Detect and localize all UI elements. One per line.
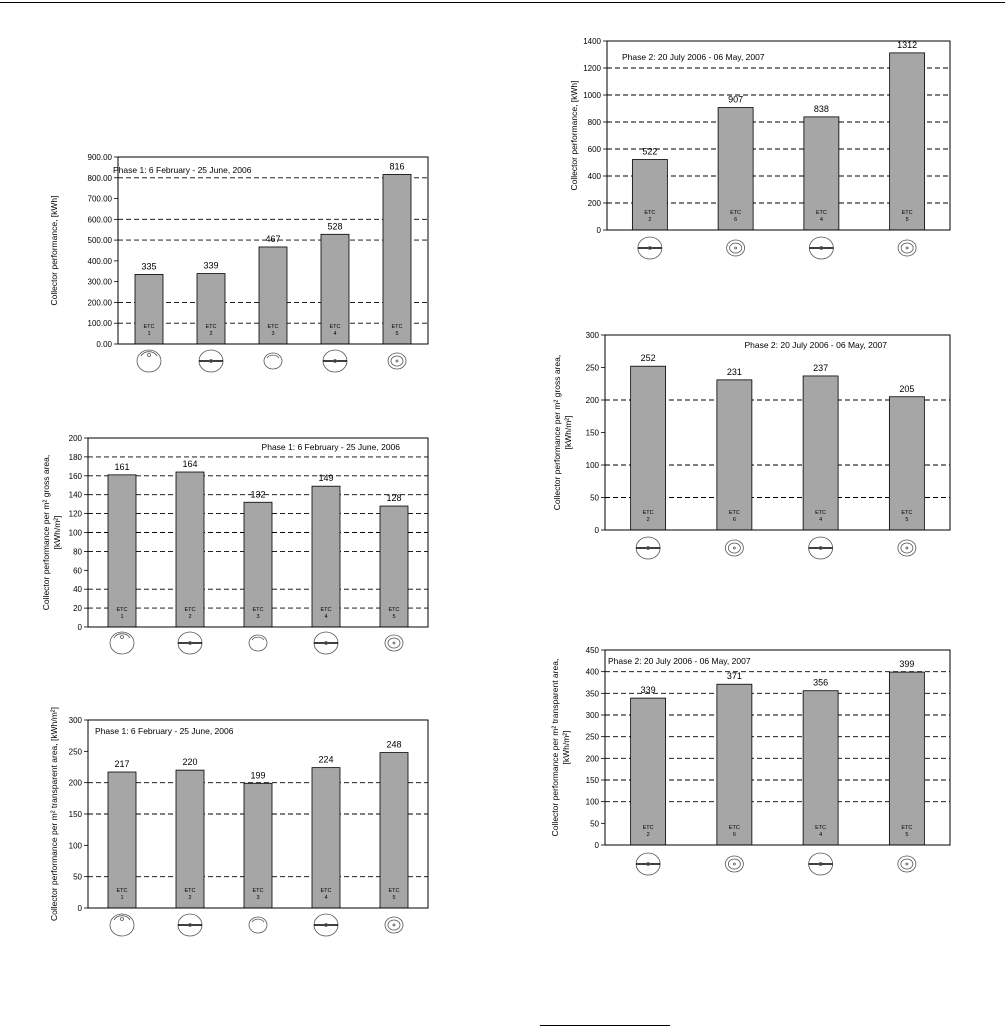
bar-category-label: ETC xyxy=(320,607,332,613)
bar xyxy=(631,698,666,845)
y-axis-label: Collector performance per m² gross area, xyxy=(552,354,562,511)
bar-category-label: ETC xyxy=(644,210,656,216)
bar-category-label: 1 xyxy=(147,331,151,337)
bar-category-label: 5 xyxy=(905,832,909,838)
bar-value-label: 399 xyxy=(899,659,915,670)
bar-value-label: 528 xyxy=(327,221,343,232)
chart-title: Phase 1: 6 February - 25 June, 2006 xyxy=(95,726,234,736)
bar-value-label: 224 xyxy=(318,754,334,765)
y-tick-label: 140 xyxy=(68,490,82,500)
y-tick-label: 100.00 xyxy=(87,319,112,329)
bar-value-label: 164 xyxy=(182,459,198,470)
collector-double-ring-icon xyxy=(898,856,916,872)
y-tick-label: 900.00 xyxy=(87,153,112,162)
bar-category-label: ETC xyxy=(728,825,740,831)
bar-category-label: 5 xyxy=(905,517,909,523)
y-tick-label: 150 xyxy=(585,428,599,438)
bar-category-label: ETC xyxy=(388,888,400,894)
y-tick-label: 80 xyxy=(73,547,82,557)
collector-bar-icon xyxy=(636,853,660,875)
bar-category-label: 4 xyxy=(819,217,823,223)
bar xyxy=(889,672,924,845)
collector-bar-icon xyxy=(809,853,833,875)
bar-category-label: ETC xyxy=(252,607,264,613)
bar-category-label: 4 xyxy=(333,331,337,337)
bar-category-label: ETC xyxy=(267,324,279,330)
bar-value-label: 339 xyxy=(640,685,656,696)
y-tick-label: 250 xyxy=(585,363,599,373)
bar-category-label: ETC xyxy=(730,210,742,216)
bar-value-label: 237 xyxy=(813,362,829,373)
bar-value-label: 907 xyxy=(728,94,744,105)
y-tick-label: 60 xyxy=(73,566,82,576)
bar-category-label: 5 xyxy=(395,331,399,337)
bar-value-label: 335 xyxy=(141,261,157,272)
y-tick-label: 0 xyxy=(77,623,82,632)
bar-category-label: ETC xyxy=(728,510,740,516)
bar xyxy=(803,691,838,845)
bar-value-label: 128 xyxy=(386,493,402,504)
bar-category-label: ETC xyxy=(815,210,827,216)
y-tick-label: 100 xyxy=(585,797,599,807)
bar-category-label: 6 xyxy=(732,832,736,838)
y-tick-label: 100 xyxy=(585,461,599,470)
bar-category-label: 4 xyxy=(819,832,823,838)
y-axis-label: Collector performance, [kWh] xyxy=(49,195,59,306)
bar-category-label: ETC xyxy=(143,324,155,330)
bar-category-label: 2 xyxy=(646,517,650,523)
bar-category-label: ETC xyxy=(184,607,196,613)
y-tick-label: 200 xyxy=(585,396,599,405)
bar-value-label: 838 xyxy=(813,103,829,114)
bar-value-label: 252 xyxy=(640,353,656,364)
bar-value-label: 149 xyxy=(318,473,334,484)
bar-value-label: 248 xyxy=(386,739,402,750)
bar-category-label: 4 xyxy=(324,895,328,901)
bar-category-label: ETC xyxy=(388,607,400,613)
bar-category-label: 3 xyxy=(256,614,260,620)
footnote-rule xyxy=(540,1025,670,1026)
bar-value-label: 522 xyxy=(642,146,658,157)
bar-category-label: 1 xyxy=(120,614,124,620)
y-axis-label: [kWh/m²] xyxy=(563,415,573,450)
bar-category-label: 4 xyxy=(324,614,328,620)
bar-category-label: 2 xyxy=(188,614,192,620)
y-tick-label: 0 xyxy=(77,904,82,913)
chart-title: Phase 1: 6 February - 25 June, 2006 xyxy=(261,442,400,452)
bar-value-label: 816 xyxy=(389,161,405,172)
bar-value-label: 199 xyxy=(250,770,266,781)
bar-category-label: ETC xyxy=(184,888,196,894)
bar xyxy=(717,684,752,845)
bar-category-label: ETC xyxy=(901,825,913,831)
collector-double-ring-icon xyxy=(725,856,743,872)
bar-category-label: 5 xyxy=(905,217,909,223)
chart-title: Phase 2: 20 July 2006 - 06 May, 2007 xyxy=(622,52,765,62)
y-tick-label: 0 xyxy=(594,526,599,535)
y-tick-label: 400.00 xyxy=(87,256,112,266)
y-axis-label: [kWh/m²] xyxy=(52,515,62,550)
bar-category-label: ETC xyxy=(391,324,403,330)
y-tick-label: 250 xyxy=(68,747,82,757)
y-tick-label: 200 xyxy=(68,778,82,788)
bar-value-label: 371 xyxy=(726,671,742,682)
y-tick-label: 50 xyxy=(73,872,82,882)
bar-category-label: 3 xyxy=(256,895,260,901)
y-tick-label: 300 xyxy=(585,331,599,340)
bar-category-label: ETC xyxy=(116,607,128,613)
bar-category-label: 1 xyxy=(120,895,124,901)
bar-value-label: 217 xyxy=(114,759,130,770)
bar-category-label: ETC xyxy=(252,888,264,894)
bar-value-label: 1312 xyxy=(897,39,918,50)
y-tick-label: 200 xyxy=(585,754,599,764)
y-tick-label: 500.00 xyxy=(87,236,112,246)
bar-value-label: 205 xyxy=(899,383,915,394)
y-tick-label: 0 xyxy=(594,841,599,850)
bar-category-label: 6 xyxy=(732,517,736,523)
bar-category-label: 2 xyxy=(188,895,192,901)
bar-value-label: 339 xyxy=(203,260,219,271)
bar-category-label: ETC xyxy=(815,510,827,516)
y-tick-label: 150 xyxy=(68,810,82,819)
y-tick-label: 250 xyxy=(585,732,599,742)
bar-category-label: 3 xyxy=(271,331,275,337)
bar-category-label: 2 xyxy=(646,832,650,838)
bar-category-label: ETC xyxy=(642,510,654,516)
y-tick-label: 200.00 xyxy=(87,298,112,308)
bar-category-label: 2 xyxy=(648,217,652,223)
bar-value-label: 467 xyxy=(265,233,281,244)
y-tick-label: 150 xyxy=(585,776,599,785)
bar-value-label: 220 xyxy=(182,757,198,768)
y-tick-label: 160 xyxy=(68,471,82,481)
y-tick-label: 350 xyxy=(585,689,599,699)
y-tick-label: 800 xyxy=(587,118,601,127)
y-tick-label: 400 xyxy=(587,172,601,181)
y-tick-label: 1200 xyxy=(583,64,601,73)
y-axis-label: [kWh/m²] xyxy=(561,730,571,765)
bar-category-label: 5 xyxy=(392,614,396,620)
y-tick-label: 200 xyxy=(68,434,82,443)
y-axis-label: Collector performance per m² transparent area, [kWh/m²] xyxy=(49,707,59,921)
bar-category-label: ETC xyxy=(116,888,128,894)
bar-value-label: 161 xyxy=(114,461,130,472)
bar-value-label: 132 xyxy=(250,489,266,500)
y-tick-label: 200 xyxy=(587,199,601,208)
bar-value-label: 356 xyxy=(813,677,829,688)
y-tick-label: 0.00 xyxy=(96,340,112,349)
bar-category-label: ETC xyxy=(205,324,217,330)
chart-title: Phase 2: 20 July 2006 - 06 May, 2007 xyxy=(608,656,751,666)
bar-value-label: 231 xyxy=(726,366,742,377)
bar-category-label: ETC xyxy=(901,210,913,216)
y-tick-label: 300 xyxy=(585,711,599,720)
y-tick-label: 600 xyxy=(587,145,601,154)
y-tick-label: 400 xyxy=(585,667,599,677)
y-tick-label: 0 xyxy=(596,226,601,235)
bar-category-label: 2 xyxy=(209,331,213,337)
bar-category-label: ETC xyxy=(320,888,332,894)
chart-title: Phase 1: 6 February - 25 June, 2006 xyxy=(113,165,252,175)
bar-category-label: 4 xyxy=(819,517,823,523)
y-tick-label: 1400 xyxy=(583,37,601,46)
y-axis-label: Collector performance, [kWh] xyxy=(569,80,579,191)
y-tick-label: 700.00 xyxy=(87,194,112,204)
y-axis-label: Collector performance per m² gross area, xyxy=(41,454,51,611)
bar-category-label: ETC xyxy=(901,510,913,516)
y-tick-label: 120 xyxy=(68,509,82,519)
y-tick-label: 100 xyxy=(68,528,82,538)
y-axis-label: Collector performance per m² transparent area, xyxy=(550,658,560,837)
y-tick-label: 40 xyxy=(73,585,82,595)
bar-category-label: ETC xyxy=(329,324,341,330)
chart-title: Phase 2: 20 July 2006 - 06 May, 2007 xyxy=(744,340,887,350)
y-tick-label: 800.00 xyxy=(87,173,112,183)
y-tick-label: 100 xyxy=(68,841,82,851)
y-tick-label: 300.00 xyxy=(87,277,112,287)
bar-category-label: 6 xyxy=(734,217,738,223)
y-tick-label: 50 xyxy=(590,819,599,829)
y-tick-label: 600.00 xyxy=(87,215,112,225)
y-tick-label: 50 xyxy=(590,493,599,503)
y-tick-label: 180 xyxy=(68,452,82,462)
y-tick-label: 1000 xyxy=(583,91,601,100)
bar-category-label: ETC xyxy=(815,825,827,831)
y-tick-label: 20 xyxy=(73,604,82,614)
y-tick-label: 450 xyxy=(585,646,599,655)
bar-category-label: 5 xyxy=(392,895,396,901)
y-tick-label: 300 xyxy=(68,716,82,725)
bar-category-label: ETC xyxy=(642,825,654,831)
